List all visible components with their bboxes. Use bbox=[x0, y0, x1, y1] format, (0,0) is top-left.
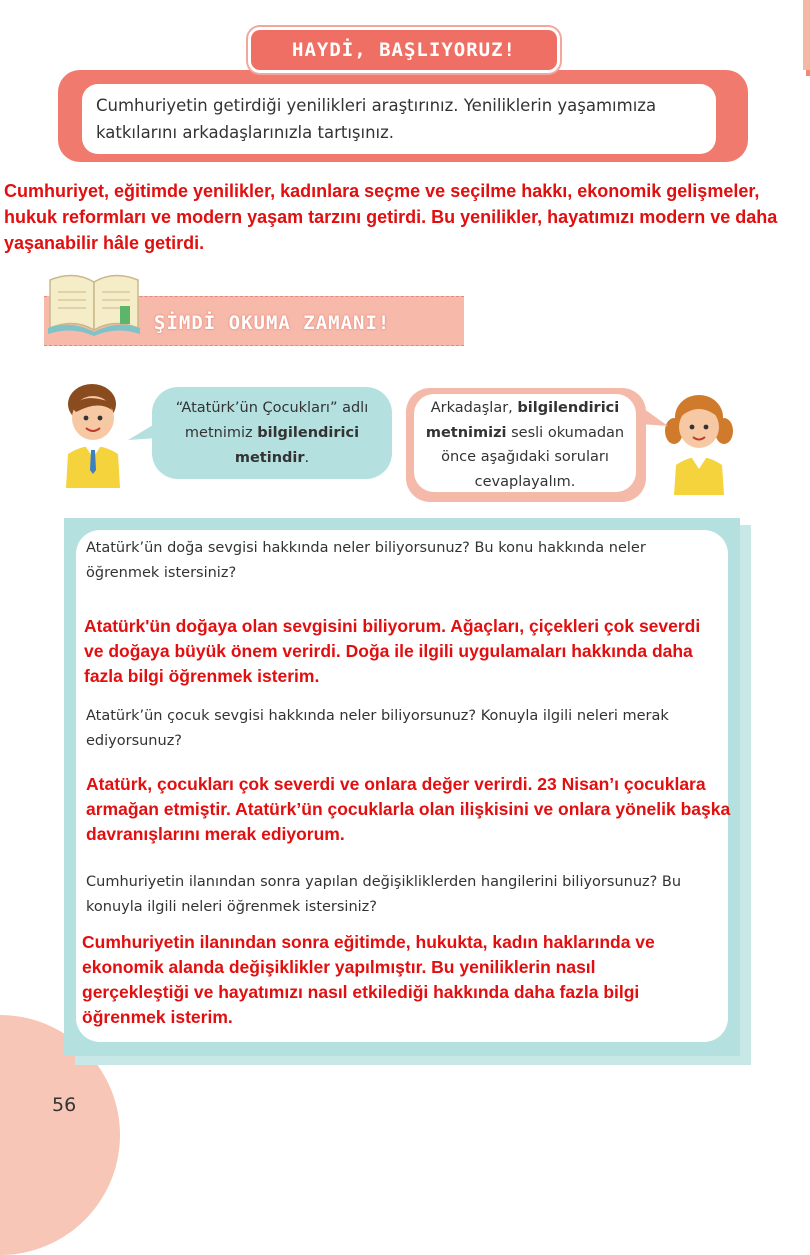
corner-decoration bbox=[806, 70, 810, 76]
task-text: Cumhuriyetin getirdiği yenilikleri araştırınız. Yeniliklerin yaşamımıza katkılarını arkadaşlarınızla tartışınız. bbox=[82, 84, 716, 154]
bubble-text: . bbox=[304, 449, 310, 466]
question-text: Atatürk’ün doğa sevgisi hakkında neler biliyorsunuz? Bu konu hakkında neler öğrenmek istersiniz? bbox=[86, 540, 646, 581]
question-text: Cumhuriyetin ilanından sonra yapılan değişikliklerden hangilerini biliyorsunuz? Bu konuyla ilgili neleri öğrenmek istersiniz? bbox=[86, 874, 682, 915]
speech-bubble-left bbox=[152, 387, 392, 479]
intro-answer: Cumhuriyet, eğitimde yenilikler, kadınlara seçme ve seçilme hakkı, ekonomik gelişmeler, hukuk reformları ve modern yaşam tarzını getirdi. Bu yenilikler, hayatımızı modern ve daha yaşanabilir hâle getirdi. bbox=[4, 181, 778, 253]
page-number: 56 bbox=[52, 1094, 77, 1116]
speech-bubble-tail bbox=[640, 404, 668, 430]
speech-bubble-right bbox=[406, 388, 646, 502]
answer-text: Atatürk, çocukları çok severdi ve onlara değer verirdi. 23 Nisan’ı çocuklara armağan etmiştir. Atatürk’ün çocuklarla olan ilişkisini ve onlara yönelik başka davranışlarını merak ediyorum. bbox=[86, 774, 731, 844]
bubble-bold-text: bilgilendirici metindir bbox=[234, 424, 360, 466]
questions-panel bbox=[64, 518, 740, 1056]
bubble-text: Arkadaşlar, bbox=[430, 400, 518, 416]
open-book-icon bbox=[44, 258, 144, 338]
task-box bbox=[58, 70, 748, 162]
boy-character-illustration bbox=[58, 378, 128, 488]
speech-bubble-tail bbox=[128, 418, 158, 444]
bubble-text: “Atatürk’ün Çocukları” adlı metnimiz bbox=[175, 399, 369, 441]
question-text: Atatürk’ün çocuk sevgisi hakkında neler biliyorsunuz? Konuyla ilgili neleri merak ediyorsunuz? bbox=[86, 708, 669, 749]
answer-text: Atatürk'ün doğaya olan sevgisini biliyorum. Ağaçları, çiçekleri çok severdi ve doğaya büyük önem verirdi. Doğa ile ilgili uygulamaları hakkında daha fazla bilgi öğrenmek isterim. bbox=[84, 616, 701, 686]
corner-decoration bbox=[803, 0, 810, 70]
answer-text: Cumhuriyetin ilanından sonra eğitimde, hukukta, kadın haklarında ve ekonomik alanda değişiklikler yapılmıştır. Bu yeniliklerin nasıl gerçekleştiği ve hayatımızı nasıl etkilediği hakkında daha fazla bilgi öğrenmek isterim. bbox=[82, 932, 655, 1027]
reading-banner-title: ŞİMDİ OKUMA ZAMANI! bbox=[154, 312, 391, 334]
section-banner: HAYDİ, BAŞLIYORUZ! bbox=[248, 27, 560, 73]
bubble-text: sesli okumadan önce aşağıdaki soruları cevaplayalım. bbox=[441, 424, 625, 490]
bubble-bold-text: bilgilendirici metnimizi bbox=[425, 400, 620, 441]
girl-character-illustration bbox=[664, 385, 734, 495]
